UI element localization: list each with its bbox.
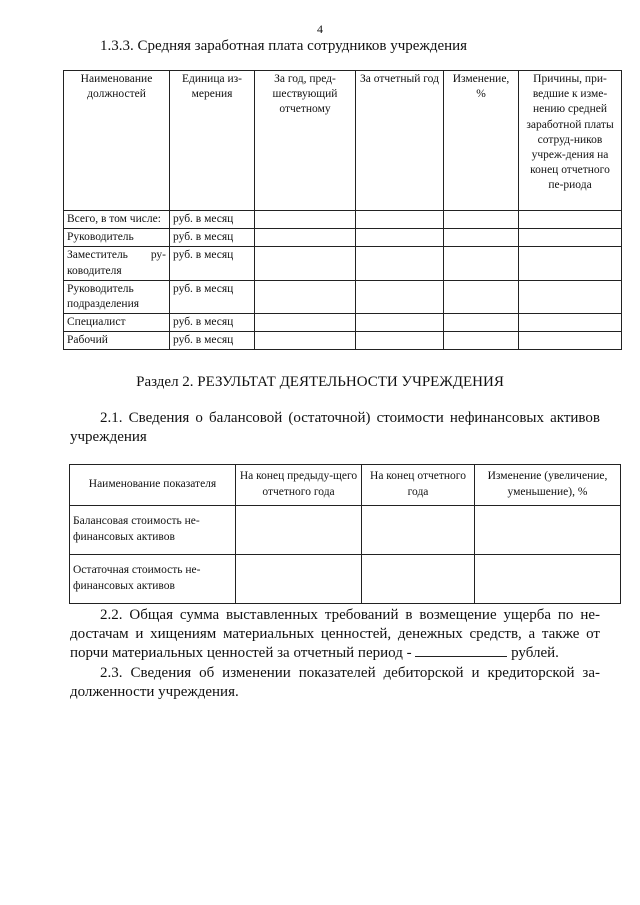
cell-empty (255, 280, 356, 313)
row-name: Рабочий (64, 332, 170, 350)
cell-empty (255, 314, 356, 332)
row-name: Руководитель подразделения (64, 280, 170, 313)
row-name: Балансовая стоимость не-финансовых активов (70, 506, 236, 555)
header-reasons: Причины, при-ведшие к изме-нению средней заработной платы сотруд-ников учреж-дения на конец отчетного пе-риода (519, 71, 622, 211)
paragraph-2-3: 2.3. Сведения об изменении показателей дебиторской и кредиторской за-долженности учреждения. (70, 665, 600, 700)
cell-empty (444, 280, 519, 313)
cell-empty (519, 211, 622, 229)
row-name: Руководитель (64, 229, 170, 247)
cell-empty (362, 506, 475, 555)
table-row (64, 332, 622, 350)
cell-empty (519, 280, 622, 313)
cell-empty (444, 247, 519, 280)
header-indicator: Наименование показателя (70, 465, 236, 506)
salary-section-title: 1.3.3. Средняя заработная плата сотрудников учреждения (100, 38, 468, 54)
cell-empty (519, 332, 622, 350)
page-number: 4 (317, 22, 323, 36)
cell-empty (356, 332, 444, 350)
paragraph-2-1: 2.1. Сведения о балансовой (остаточной) стоимости нефинансовых активов учреждения (70, 410, 600, 445)
cell-empty (356, 229, 444, 247)
row-unit: руб. в месяц (170, 211, 255, 229)
table-row (70, 506, 621, 555)
cell-empty (444, 211, 519, 229)
table-row (64, 229, 622, 247)
row-name: Остаточная стоимость не-финансовых активов (70, 555, 236, 604)
section-2-title: Раздел 2. РЕЗУЛЬТАТ ДЕЯТЕЛЬНОСТИ УЧРЕЖДЕНИЯ (136, 374, 504, 390)
header-position: Наименование должностей (64, 71, 170, 211)
header-period-end: На конец отчетного года (362, 465, 475, 506)
salary-table (63, 70, 622, 350)
assets-header-row (70, 465, 621, 506)
header-prev-year: За год, пред-шествующий отчетному (255, 71, 356, 211)
header-change: Изменение, % (444, 71, 519, 211)
cell-empty (475, 506, 621, 555)
cell-empty (519, 229, 622, 247)
cell-empty (255, 211, 356, 229)
header-prev-period-end: На конец предыду-щего отчетного года (236, 465, 362, 506)
paragraph-2-2 (70, 606, 600, 663)
table-row (64, 247, 622, 280)
cell-empty (519, 314, 622, 332)
cell-empty (475, 555, 621, 604)
cell-empty (356, 211, 444, 229)
cell-empty (356, 280, 444, 313)
salary-header-row (64, 71, 622, 211)
cell-empty (444, 229, 519, 247)
cell-empty (236, 555, 362, 604)
header-change-percent: Изменение (увеличение, уменьшение), % (475, 465, 621, 506)
paragraph-2-2-text: 2.2. Общая сумма выставленных требований в возмещение ущерба по не-достачам и хищениям материальных ценностей, денежных средств, а также от порчи материальных ценностей за отчетный период - (70, 607, 600, 661)
cell-empty (356, 247, 444, 280)
cell-empty (362, 555, 475, 604)
cell-empty (444, 332, 519, 350)
cell-empty (356, 314, 444, 332)
table-row (70, 555, 621, 604)
row-name: Заместитель ру-ководителя (64, 247, 170, 280)
row-name: Всего, в том числе: (64, 211, 170, 229)
amount-blank-line (415, 644, 507, 657)
table-row (64, 314, 622, 332)
table-row (64, 280, 622, 313)
paragraph-2-2-currency: рублей. (511, 645, 559, 661)
cell-empty (519, 247, 622, 280)
cell-empty (236, 506, 362, 555)
cell-empty (255, 247, 356, 280)
row-unit: руб. в месяц (170, 280, 255, 313)
row-unit: руб. в месяц (170, 229, 255, 247)
row-unit: руб. в месяц (170, 332, 255, 350)
table-row (64, 211, 622, 229)
row-name: Специалист (64, 314, 170, 332)
cell-empty (255, 332, 356, 350)
row-unit: руб. в месяц (170, 247, 255, 280)
header-report-year: За отчетный год (356, 71, 444, 211)
cell-empty (255, 229, 356, 247)
cell-empty (444, 314, 519, 332)
header-unit: Единица из-мерения (170, 71, 255, 211)
assets-table (69, 464, 621, 604)
row-unit: руб. в месяц (170, 314, 255, 332)
